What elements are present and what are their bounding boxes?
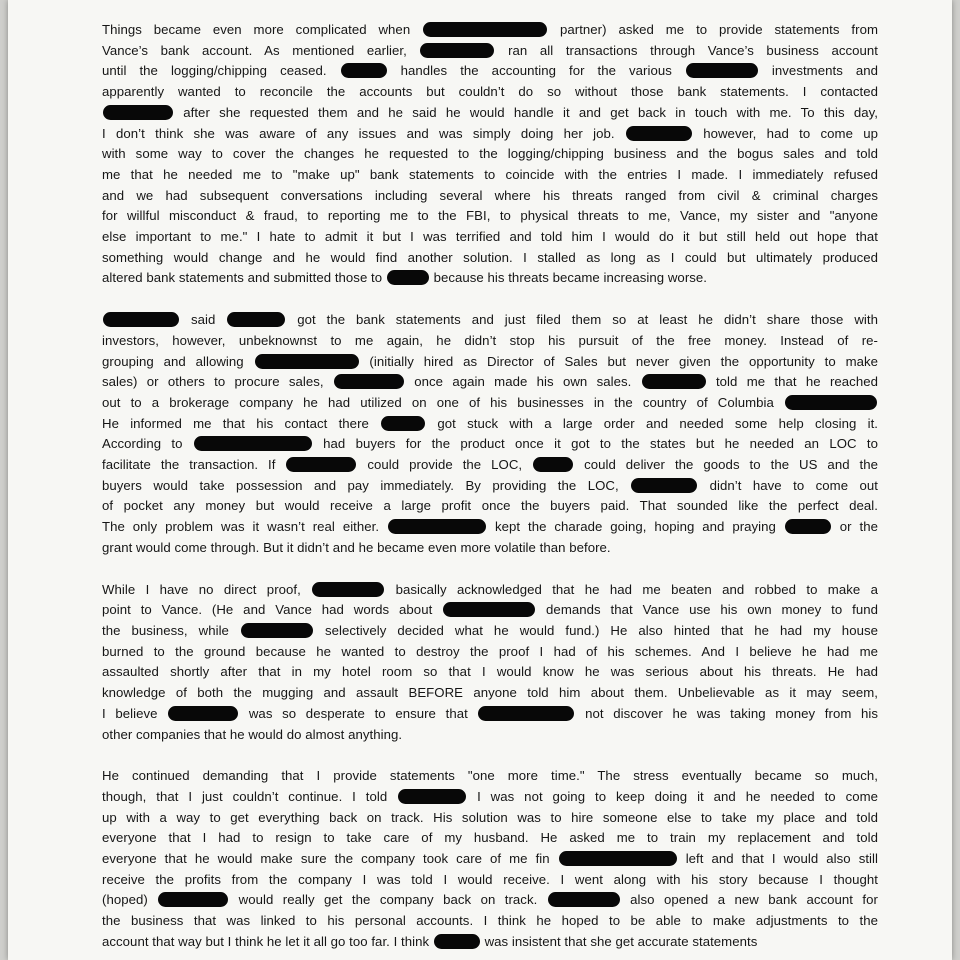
redaction-bar: [533, 457, 573, 472]
text-segment: and we had subsequent conversations including several where his threats ranged from civil & criminal charges: [102, 187, 878, 203]
text-line: [102, 890, 878, 911]
text-segment: left and that I would also still: [685, 851, 878, 867]
text-segment: assaulted shortly after that in my hotel room so that I would know he was serious about his threats. He had: [102, 664, 878, 680]
text-line: [102, 186, 878, 207]
text-segment: had buyers for the product once it got to the states but he needed an LOC to: [323, 436, 879, 452]
text-line: [102, 165, 878, 186]
redaction-bar: [286, 457, 356, 472]
redaction-bar: [388, 519, 486, 534]
text-segment: The only problem was it wasn’t real either.: [102, 519, 380, 535]
text-line: [102, 580, 878, 601]
redaction-bar: [478, 706, 574, 721]
text-segment: grant would come through. But it didn’t and he became even more volatile than before.: [102, 539, 611, 555]
redaction-bar: [626, 126, 692, 141]
text-line: [102, 683, 878, 704]
text-segment: was insistent that she get accurate statements: [484, 933, 758, 949]
text-segment: of pocket any money but would receive a large profit once the buyers paid. That sounded like the perfect deal.: [102, 498, 878, 514]
text-line: [102, 870, 878, 891]
text-segment: after she requested them and he said he would handle it and get back in touch with me. To this day,: [183, 104, 879, 120]
text-line: [102, 808, 878, 829]
text-segment: investors, however, unbeknownst to me again, he didn’t stop his pursuit of the free money. Instead of re-: [102, 332, 878, 348]
redaction-bar: [642, 374, 706, 389]
text-line: [102, 455, 878, 476]
text-segment: grouping and allowing: [102, 353, 244, 369]
text-segment: the business, while: [102, 622, 229, 638]
text-segment: got the bank statements and just filed them so at least he didn’t share those with: [297, 312, 878, 328]
text-segment: sales) or others to procure sales,: [102, 374, 324, 390]
text-segment: altered bank statements and submitted those to: [102, 270, 383, 286]
text-segment: selectively decided what he would fund.) He also hinted that he had my house: [324, 622, 878, 638]
text-line: [102, 849, 878, 870]
text-segment: burned to the ground because he wanted to destroy the proof I had of his schemes. And I believe he had me: [102, 643, 878, 659]
text-segment: everyone that I had to resign to take care of my husband. He asked me to train my replacement and told: [102, 830, 878, 846]
text-line: [102, 206, 878, 227]
text-line: [102, 41, 878, 62]
text-line: [102, 393, 878, 414]
redaction-bar: [387, 270, 429, 285]
text-segment: would really get the company back on track.: [238, 892, 538, 908]
text-segment: got stuck with a large order and needed some help closing it.: [437, 415, 879, 431]
text-line: [102, 621, 878, 642]
text-line: [102, 310, 878, 331]
redaction-bar: [168, 706, 238, 721]
redaction-bar: [548, 892, 620, 907]
text-line: [102, 331, 878, 352]
redaction-bar: [103, 105, 173, 120]
text-segment: (initially hired as Director of Sales but never given the opportunity to make: [369, 353, 879, 369]
text-line: [102, 932, 878, 953]
text-line: [102, 61, 878, 82]
text-segment: didn’t have to come out: [709, 477, 879, 493]
text-segment: because his threats became increasing worse.: [433, 270, 707, 286]
text-line: [102, 248, 878, 269]
text-line: [102, 476, 878, 497]
text-line: [102, 828, 878, 849]
text-segment: else important to me." I hate to admit it but I was terrified and told him I would do it but still held out hope that: [102, 229, 878, 245]
letter-body: [102, 20, 878, 960]
text-segment: apparently wanted to reconcile the accounts but couldn’t do so without those bank statements. I contacted: [102, 84, 878, 100]
text-line: [102, 517, 878, 538]
text-segment: or the: [839, 519, 878, 535]
text-segment: I believe: [102, 705, 158, 721]
text-line: [102, 144, 878, 165]
text-segment: could deliver the goods to the US and the: [584, 457, 879, 473]
text-segment: the business that was linked to his personal accounts. I think he hoped to be able to make adjustments to the: [102, 913, 878, 929]
text-segment: Vance’s bank account. As mentioned earlier,: [102, 42, 407, 58]
text-segment: me that he needed me to "make up" bank statements to coincide with the entries I made. I immediately refused: [102, 166, 878, 182]
text-segment: however, had to come up: [703, 125, 879, 141]
redaction-bar: [443, 602, 535, 617]
text-segment: While I have no direct proof,: [102, 581, 301, 597]
text-line: [102, 787, 878, 808]
text-segment: for willful misconduct & fraud, to reporting me to the FBI, to physical threats to me, Vance, my sister and "anyone: [102, 208, 878, 224]
text-line: [102, 538, 878, 559]
text-segment: I don’t think she was aware of any issues and was simply doing her job.: [102, 125, 615, 141]
text-line: [102, 414, 878, 435]
cropped-previous-line: [102, 0, 878, 2]
text-segment: everyone that he would make sure the company took care of me fin: [102, 851, 550, 867]
text-line: [102, 911, 878, 932]
text-line: [102, 20, 878, 41]
text-line: [102, 725, 878, 746]
text-segment: point to Vance. (He and Vance had words about: [102, 602, 433, 618]
paragraph: [102, 580, 878, 746]
text-segment: (hoped): [102, 892, 148, 908]
redaction-bar: [420, 43, 494, 58]
text-segment: said: [190, 312, 216, 328]
redaction-bar: [686, 63, 758, 78]
text-line: [102, 704, 878, 725]
paragraph: [102, 310, 878, 558]
text-segment: investments and: [771, 63, 878, 79]
text-line: [102, 662, 878, 683]
text-segment: once again made his own sales.: [414, 374, 632, 390]
text-segment: He continued demanding that I provide statements "one more time." The stress eventually became so much,: [102, 768, 878, 784]
text-line: [102, 82, 878, 103]
redaction-bar: [255, 354, 359, 369]
text-segment: I was not going to keep doing it and he needed to come: [477, 788, 879, 804]
text-segment: told me that he reached: [715, 374, 878, 390]
text-segment: buyers would take possession and pay immediately. By providing the LOC,: [102, 477, 619, 493]
text-segment: until the logging/chipping ceased.: [102, 63, 327, 79]
text-segment: facilitate the transaction. If: [102, 457, 276, 473]
text-line: [102, 268, 878, 289]
text-segment: basically acknowledged that he had me beaten and robbed to make a: [395, 581, 878, 597]
redaction-bar: [423, 22, 547, 37]
text-line: [102, 372, 878, 393]
redaction-bar: [158, 892, 228, 907]
text-line: [102, 766, 878, 787]
text-line: [102, 227, 878, 248]
text-segment: He informed me that his contact there: [102, 415, 369, 431]
redaction-bar: [434, 934, 480, 949]
redaction-bar: [785, 519, 831, 534]
text-line: [102, 434, 878, 455]
text-segment: knowledge of both the mugging and assault BEFORE anyone told him about them. Unbelievable as it may seem,: [102, 685, 878, 701]
redaction-bar: [241, 623, 313, 638]
redaction-bar: [381, 416, 425, 431]
text-segment: handles the accounting for the various: [400, 63, 672, 79]
redaction-bar: [334, 374, 404, 389]
redaction-bar: [227, 312, 285, 327]
text-segment: up with a way to get everything back on track. His solution was to hire someone else to take my place and told: [102, 809, 878, 825]
text-segment: also opened a new bank account for: [630, 892, 878, 908]
text-segment: was so desperate to ensure that: [248, 705, 468, 721]
redaction-bar: [398, 789, 466, 804]
text-segment: something would change and he would find another solution. I stalled as long as I could but ultimately produced: [102, 249, 878, 265]
text-segment: not discover he was taking money from his: [585, 705, 879, 721]
text-segment: account that way but I think he let it all go too far. I think: [102, 933, 430, 949]
text-line: [102, 600, 878, 621]
text-segment: with some way to cover the changes he requested to the logging/chipping business and the bogus sales and told: [102, 146, 878, 162]
text-segment: According to: [102, 436, 183, 452]
text-line: [102, 124, 878, 145]
text-segment: ran all transactions through Vance’s business account: [508, 42, 879, 58]
text-segment: other companies that he would do almost anything.: [102, 726, 403, 742]
paragraph: [102, 766, 878, 952]
paragraph: [102, 20, 878, 289]
text-segment: Things became even more complicated when: [102, 22, 411, 37]
redaction-bar: [631, 478, 697, 493]
redaction-bar: [559, 851, 677, 866]
document-page: [8, 0, 952, 960]
text-segment: could provide the LOC,: [367, 457, 523, 473]
text-segment: receive the profits from the company I was told I would receive. I went along with his story because I thought: [102, 871, 878, 887]
text-line: [102, 352, 878, 373]
text-line: [102, 496, 878, 517]
redaction-bar: [785, 395, 877, 410]
text-segment: partner) asked me to provide statements from: [559, 22, 878, 37]
text-segment: demands that Vance use his own money to fund: [546, 602, 878, 618]
redaction-bar: [103, 312, 179, 327]
redaction-bar: [194, 436, 312, 451]
text-segment: kept the charade going, hoping and praying: [494, 519, 776, 535]
text-line: [102, 642, 878, 663]
text-segment: out to a brokerage company he had utilized on one of his businesses in the country of Columbia: [102, 394, 774, 410]
redaction-bar: [312, 582, 384, 597]
redaction-bar: [341, 63, 387, 78]
text-line: [102, 103, 878, 124]
text-segment: though, that I just couldn’t continue. I told: [102, 788, 388, 804]
